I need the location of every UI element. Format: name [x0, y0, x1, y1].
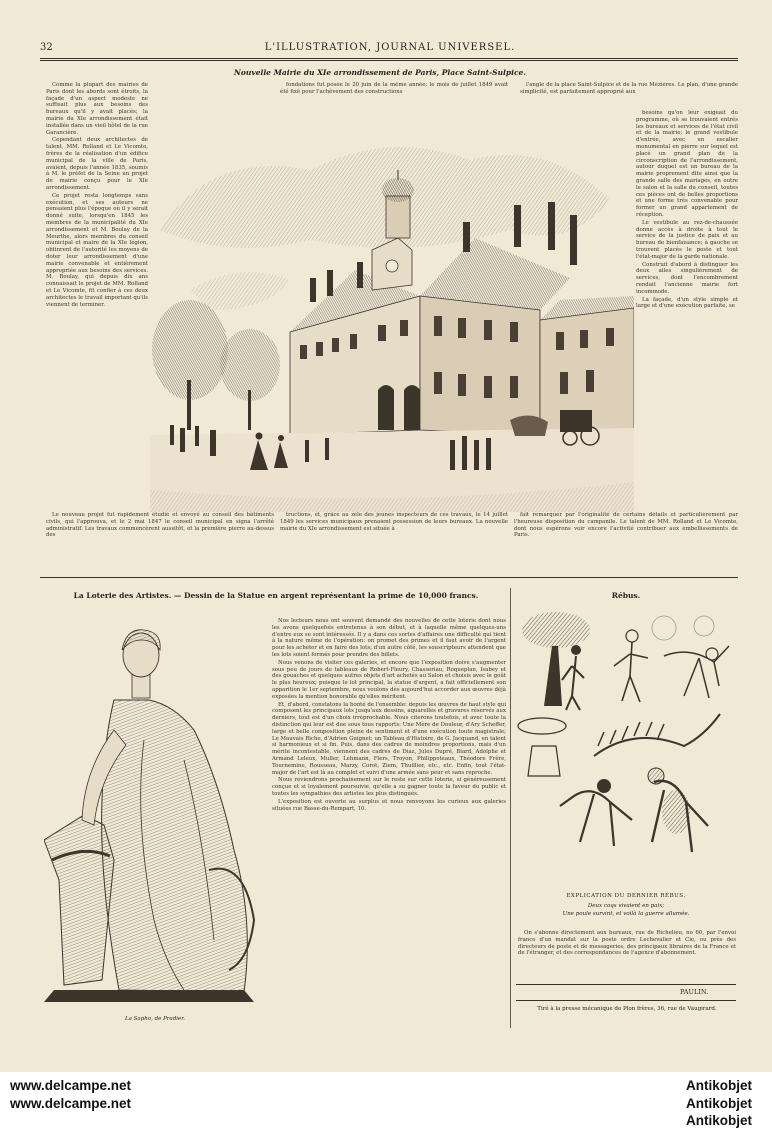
paragraph: Nous venons de visiter ces galeries, et encore que l'exposition doive s'augmenter sous peu de jours de tableaux de Robert-Fleury, Chasseriau, Roqueplan, Isabey et des gouaches et quelques autres objets d'art achetés au Salon et choisis avec le goût le plus heureux; puisque le lot principal, la statue d'argent, a fait officiellement son apparition le 1er septembre, nous voulons dès aujourd'hui accorder aux œuvres déjà exposées la mention honorable qu'elles méritent. [272, 659, 506, 700]
top-article-right-column [636, 110, 738, 510]
top-article-center-top [280, 82, 508, 110]
top-article-right-top [520, 82, 738, 110]
top-article-bottom-center [280, 512, 508, 572]
paragraph: Ce projet resta longtemps sans exécution, et ses auteurs ne pensaient plus l'époque où il y serait donné suite, lorsqu'en 1845 les membres de la municipalité du XIe arrondissement et M. Boulay de la Meurthe, alors membres du conseil municipal et maire de la XIe légion, obtinrent de l'autorité les moyens de doter leur arrondissement d'une mairie convenable et entièrement appropriée aux besoins des services. M. Boulay, qui depuis dix ans connaissait le projet de MM. Rolland et Le Vicomte, fit confier à ces deux architectes le travail important qu'ils viennent de terminer. [46, 192, 148, 308]
header-rule [40, 58, 738, 59]
signature-rule [516, 984, 736, 985]
rebus-engraving [514, 606, 738, 886]
imprint: Tiré à la presse mécanique de Plon frères, 36, rue de Vaugirard. [537, 1006, 717, 1012]
paragraph: On s'abonne directement aux bureaux, rue de Richelieu, no 60, par l'envoi franco d'un mandat sur la poste ordre Lechevalier et Cie, ou près des directeurs de poste et de messageries, des principaux libraires de la France et de l'étranger, et des correspondances de l'agence d'abonnement. [518, 930, 736, 957]
rebus-explanation-line2: Une poule survint, et voilà la guerre allumée. [562, 911, 690, 917]
paragraph: Nos lecteurs nous ont souvent demandé des nouvelles de cette loterie dont nous les avons quelquefois entretenus à son début, et à laquelle même quelques-uns d'entre eux se sont intéressés. Il y a dans ces sortes d'affaires une difficulté qui tient à la nature même de l'opération: on promet des primes et il faut avoir de l'argent pour les acheter et en faire des lots; d'un autre côté, les souscripteurs attendent que les lots soient formés pour prendre des billets. [272, 618, 506, 658]
paragraph: Construit d'abord à distinguer les deux ailes singulièrement de services, dont l'encombrement rendait l'ancienne mairie fort incommode. [636, 261, 738, 295]
paragraph: Cependant deux architectes de talent, MM. Rolland et Le Vicomte, frères de la réalisation d'un édifice municipal de la ville de Paris, avaient, depuis l'année 1835, soumis à M. le préfet de la Seine un projet de mairie conçu pour le XIe arrondissement. [46, 137, 148, 191]
column-divider [510, 588, 511, 1028]
paragraph: La façade, d'un style simple et large et d'une exécution parfaite, se [636, 296, 738, 310]
imprint-rule [516, 1000, 736, 1001]
paragraph: besoins qu'on leur exigeait du programme, où se trouvaient entrés les bureaux et services de l'état civil et de la mairie; le grand vestibule d'entrée, avec un escalier monumental en pierre sur lequel est placé un grand plan de la circonscription de l'arrondissement, autour duquel est un bureau de la mairie proprement dite ainsi que la grande salle des mariages, en outre le salon et la salle du conseil, toutes ces pièces ont de belles proportions et une forme très convenable pour former un grand appartement de réception. [636, 110, 738, 218]
header-rule-2 [40, 60, 738, 61]
rebus-explanation-line1: Deux coqs vivaient en paix; [587, 903, 665, 909]
paragraph: fondations fut posée le 20 juin de la même année; le mois de juillet 1849 avait été fixé pour l'achèvement des constructions [280, 82, 508, 95]
paragraph: Et, d'abord, constatons la bonté de l'ensemble: depuis les œuvres de haut style qui composent les principaux lots jusqu'aux dessins, aquarelles et gravures réservés aux derniers, tout est d'un choix irréprochable. Nous citerons toutefois, et avec toute la distinction qui leur est due sous tous rapports: Une Mère de Douleur, d'Ary Scheffer, large et belle composition pleine de sentiment et d'une exécution toute magistrale; Le Mauvais Riche, d'Adrien Guignet; un Tableau d'Histoire, de G. Jacquand, en talent si harmonieux et si fin. Puis, dans des cadres de moindres proportions, mais d'un mérite incontestable, viennent des cadres de Diaz, Jules Dupré, Biard, Adolphe et Armand Leleux, Muller, Lehmann, Flers, Troyon, Philippoteaux, Théodore Frère, Tournemine, Rousseau, Marzy, Corot, Ziem, Thuillier, etc., etc. Enfin, tout l'état-major de l'art est là au complet et suivi d'une armée sans peur et sans reproche. [272, 701, 506, 776]
watermark-antikobjet-1: Antikobjet [686, 1078, 752, 1093]
top-article-bottom-left [46, 512, 274, 572]
paragraph: Le vestibule au rez-de-chaussée donne accès à droite à tout le service de la justice de paix et au bureau de bienfaisance; à gauche se trouvent placés le poste et tout l'état-major de la garde nationale. [636, 219, 738, 260]
rebus-title: Rébus. [611, 591, 641, 600]
page-number: 32 [40, 42, 53, 53]
paragraph: tructions, et, grâce au zèle des jeunes inspecteurs de ces travaux, le 14 juillet 1849 les services municipaux prenaient possession de leurs bureaux. La nouvelle mairie du XIe arrondissement est située à [280, 512, 508, 532]
subscription-notice [518, 930, 736, 978]
watermark-antikobjet-2: Antikobjet [686, 1096, 752, 1111]
journal-title: L'ILLUSTRATION, JOURNAL UNIVERSEL. [264, 42, 516, 53]
paragraph: fait remarquer par l'originalité de certains détails et particulièrement par l'heureuse disposition du campanile. Le talent de MM. Rolland et Le Vicomte, dont nous espérons voir encore l'activité contribuer aux embellissements de Paris. [514, 512, 738, 539]
section-rule [40, 577, 738, 578]
paragraph: Le nouveau projet fut rapidement étudié et envoyé au conseil des bâtiments civils, qui l'approuva, et le 2 mai 1847 le conseil municipal en signa l'arrêté administratif. Les travaux commencèrent aussitôt, et la première pierre au-dessus des [46, 512, 274, 539]
top-article-bottom-right [514, 512, 738, 572]
watermark-antikobjet-3: Antikobjet [686, 1113, 752, 1128]
paragraph: l'angle de la place Saint-Sulpice et de la rue Mézières. Le plan, d'une grande simplicité, est parfaitement approprié aux [520, 82, 738, 95]
watermark-delcampe-1: www.delcampe.net [10, 1078, 132, 1093]
top-article-left-column [46, 82, 148, 510]
rebus-explanation-title: EXPLICATION DU DERNIER RÉBUS. [566, 893, 686, 899]
mairie-engraving [150, 110, 634, 512]
paragraph: Comme la plupart des mairies de Paris dont les abords sont étroits, la façade d'un aspect modeste ne suffisait plus aux besoins des bureaux qu'il y avait placés; la mairie du XIe arrondissement était installée dans un vieil hôtel de la rue Garancière. [46, 82, 148, 136]
paragraph: L'exposition est ouverte au surplus et nous renvoyons les curieux aux galeries situées rue Basse-du-Rempart, 10. [272, 798, 506, 812]
page-header [40, 40, 740, 56]
paragraph: Nous reviendrons prochainement sur le reste sur cette loterie, si généreusement conçue et si loyalement poursuivie, qu'elle a su gagner toute la faveur du public et toutes les sympathies des artistes les plus distingués. [272, 777, 506, 797]
lottery-text [272, 618, 506, 1028]
watermark-footer [0, 1072, 772, 1130]
signature: PAULIN. [680, 988, 709, 996]
lottery-title: La Loterie des Artistes. — Dessin de la Statue en argent représentant la prime de 10,000 francs. [73, 591, 479, 600]
top-article-title: Nouvelle Mairie du XIe arrondissement de Paris, Place Saint-Sulpice. [234, 68, 526, 77]
watermark-delcampe-2: www.delcampe.net [10, 1096, 132, 1111]
statue-caption: La Sapho, de Pradier. [124, 1016, 186, 1022]
statue-engraving [44, 620, 266, 1008]
